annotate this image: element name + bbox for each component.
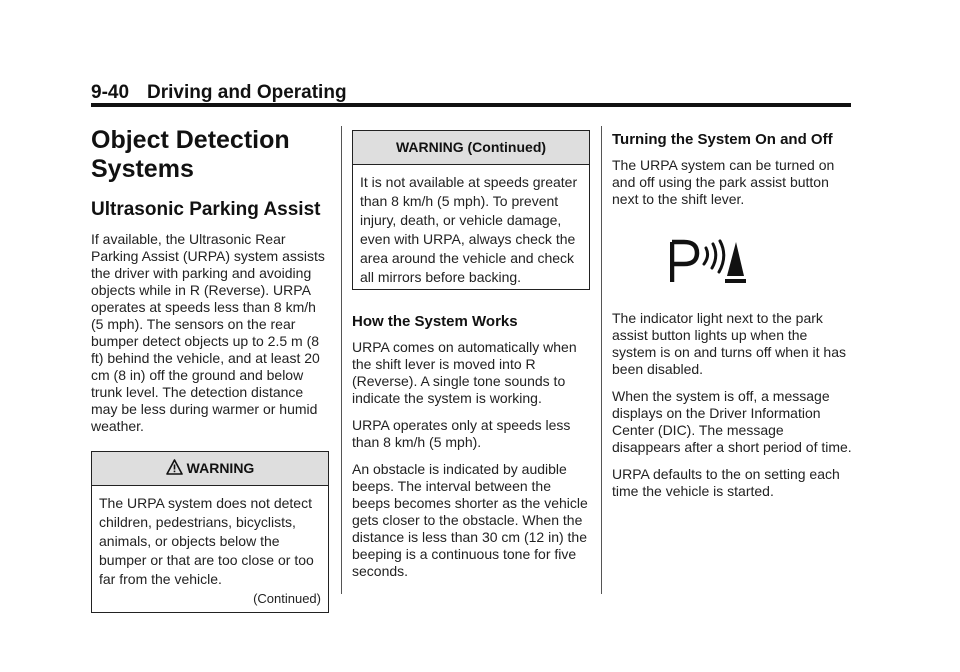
warning-body — [92, 486, 328, 612]
column-1 — [91, 126, 329, 613]
column-3 — [612, 130, 852, 510]
warning-body — [353, 165, 589, 289]
warning-icon — [166, 454, 183, 487]
page-header — [91, 82, 851, 104]
paragraph: URPA comes on automatically when the shift lever is moved into R (Reverse). A single tone sounds to indicate the system is working. — [352, 339, 577, 406]
warning-text: It is not available at speeds greater than 8 km/h (5 mph). To prevent injury, death, or vehicle damage, even with URPA, always check the area around the vehicle and check all mirrors before backing. — [360, 174, 578, 285]
paragraph: URPA defaults to the on setting each time the vehicle is started. — [612, 466, 840, 499]
warning-label: WARNING (Continued) — [395, 139, 547, 155]
warning-box — [91, 451, 329, 613]
page-number: 9-40 — [91, 82, 130, 103]
park-assist-icon — [612, 238, 852, 286]
paragraph: An obstacle is indicated by audible beeps. The interval between the beeps becomes shorter as the vehicle gets closer to the obstacle. When the distance is less than 30 cm (12 in) the beeping is a continuous tone for five seconds. — [352, 461, 588, 579]
section-title: Driving and Operating — [147, 82, 347, 103]
paragraph: The URPA system can be turned on and off using the park assist button next to the shift lever. — [612, 157, 835, 207]
page-title: Object Detection Systems — [91, 126, 290, 183]
column-divider — [601, 126, 602, 594]
continued-label: (Continued) — [253, 591, 321, 606]
paragraph: The indicator light next to the park assist button lights up when the system is on and turns off when it has been disabled. — [612, 310, 846, 377]
warning-text: The URPA system does not detect children, pedestrians, bicyclists, animals, or objects below the bumper or that are too close or too far from the vehicle. — [99, 495, 314, 587]
paragraph: URPA operates only at speeds less than 8 km/h (5 mph). — [352, 417, 571, 450]
column-divider — [341, 126, 342, 594]
section-heading: How the System Works — [352, 313, 518, 330]
intro-paragraph: If available, the Ultrasonic Rear Parking Assist (URPA) system assists the driver with parking and avoiding objects while in R (Reverse). URPA operates at speeds less than 8 km/h (5 mph). The sensors on the rear bumper detect objects up to 2.5 m (8 ft) behind the vehicle, and at least 20 cm (8 in) off the ground and below trunk level. The detection distance may be less during warmer or humid weather. — [91, 231, 325, 434]
section-heading: Turning the System On and Off — [612, 131, 833, 148]
warning-label: WARNING — [186, 460, 255, 476]
warning-header — [353, 131, 589, 165]
warning-box-continued — [352, 130, 590, 290]
paragraph: When the system is off, a message displays on the Driver Information Center (DIC). The message disappears after a short period of time. — [612, 388, 852, 455]
header-rule — [91, 103, 851, 107]
section-heading: Ultrasonic Parking Assist — [91, 199, 321, 220]
column-2 — [352, 130, 590, 590]
warning-header — [92, 452, 328, 486]
